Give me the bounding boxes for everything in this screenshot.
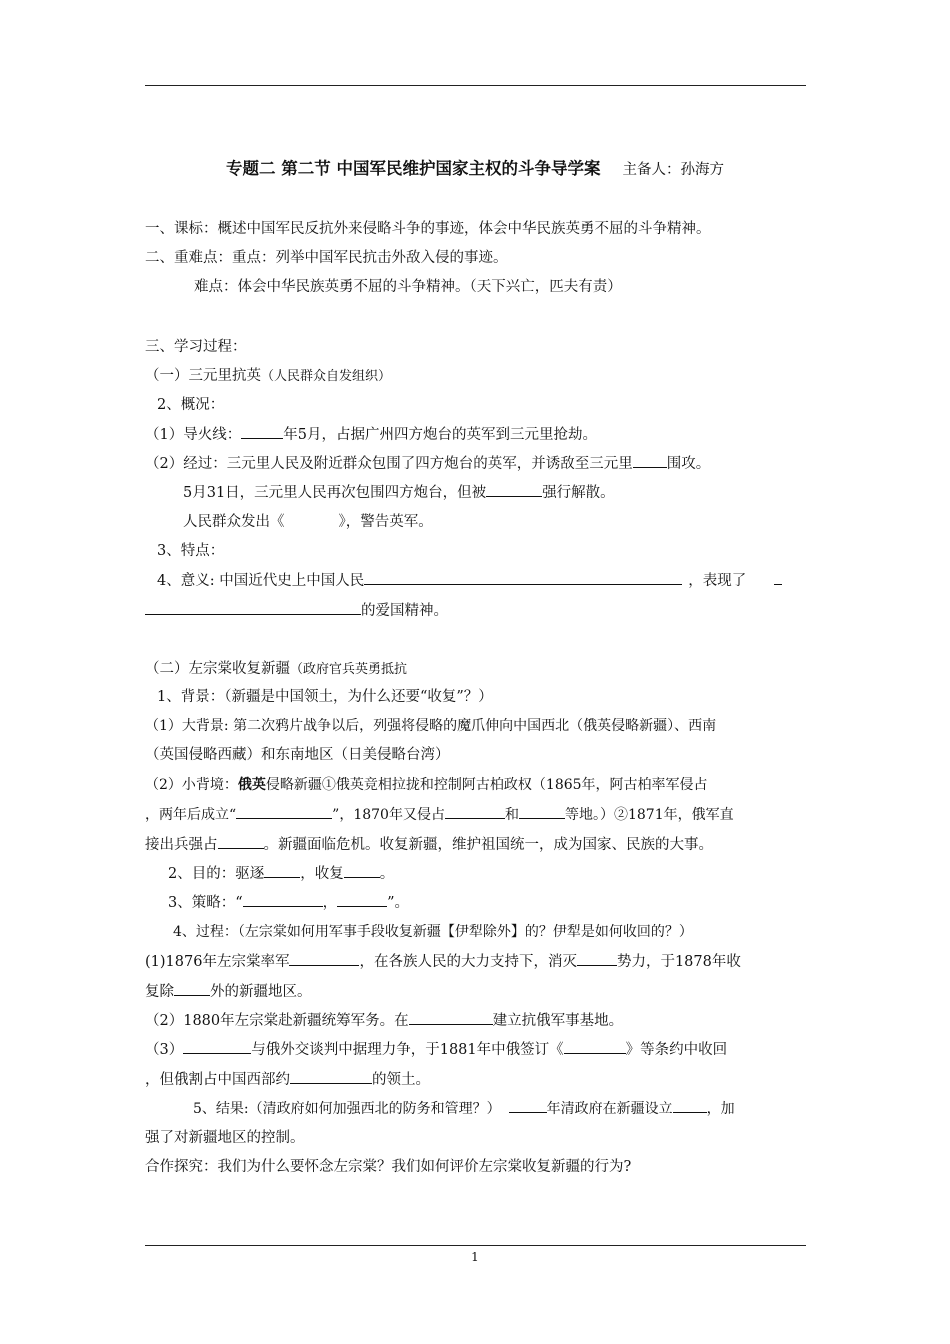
proclamation-line	[183, 512, 845, 532]
process-3-text-5: 的领土。	[372, 1072, 430, 1088]
purpose-line	[168, 863, 830, 884]
process-2	[145, 1010, 807, 1031]
may31-text: 5月31日，三元里人民再次包围四方炮台，但被	[183, 485, 487, 501]
significance-line	[157, 570, 819, 591]
process-1-text-4: 复除	[145, 984, 174, 1000]
process-line	[145, 453, 807, 474]
result-line	[193, 1098, 855, 1119]
process-text-end: 围攻。	[666, 456, 711, 472]
section-1-note: （人民群众自发组织）	[261, 369, 392, 384]
fill-blank[interactable]	[241, 424, 283, 439]
fill-blank[interactable]	[564, 1039, 626, 1054]
strategy-text-3: ”。	[387, 895, 410, 911]
section-2-note: （政府官兵英勇抵抗	[290, 662, 408, 677]
strategy-line	[168, 892, 830, 913]
process-1-text-5: 外的新疆地区。	[210, 984, 312, 1000]
purpose-text-3: 。	[379, 866, 395, 882]
minor-text: 侵略新疆①俄英竞相拉拢和控制阿古柏政权（1865年，阿古柏率军侵占	[265, 777, 708, 793]
learning-process-heading: 三、学习过程：	[145, 339, 247, 355]
fuse-text: 年5月，占据广州四方炮台的英军到三元里抢劫。	[283, 427, 597, 443]
fill-blank[interactable]	[145, 600, 361, 615]
section-2-title: （二）左宗棠收复新疆	[145, 661, 290, 677]
fill-blank[interactable]	[290, 1069, 372, 1084]
fill-blank[interactable]	[337, 892, 387, 907]
fill-blank[interactable]	[486, 482, 542, 497]
fill-blank[interactable]	[445, 804, 505, 819]
significance-text-end: 的爱国精神。	[361, 603, 448, 619]
minor-text-3: ”，1870年又侵占	[332, 807, 445, 823]
key-points: 二、重难点：重点：列举中国军民抗击外敌入侵的事迹。	[145, 250, 508, 266]
fill-blank[interactable]	[264, 863, 300, 878]
fill-blank[interactable]	[633, 453, 667, 468]
section-2-heading	[145, 659, 807, 680]
background-heading: 1、背景：（新疆是中国领土，为什么还要“收复”？）	[157, 689, 493, 705]
minor-text-7: 。新疆面临危机。收复新疆，维护祖国统一，成为国家、民族的大事。	[263, 837, 713, 853]
footer-rule	[145, 1245, 806, 1246]
proclamation-text-end: 》，警告英军。	[338, 514, 433, 530]
overview-heading: 2、概况：	[157, 397, 225, 413]
fill-blank[interactable]	[183, 1039, 251, 1054]
title-main: 专题二 第二节 中国军民维护国家主权的斗争导学案	[226, 159, 601, 178]
features-heading: 3、特点：	[157, 543, 225, 559]
minor-label: （2）小背境：	[145, 777, 238, 793]
fuse-line	[145, 424, 807, 445]
fill-blank[interactable]	[577, 951, 617, 966]
section-1-title: （一）三元里抗英	[145, 368, 261, 384]
fill-blank[interactable]	[344, 863, 380, 878]
process-3-text-4: ，但俄割占中国西部约	[145, 1072, 290, 1088]
fill-blank[interactable]	[673, 1098, 707, 1113]
purpose-text-2: ，收复	[300, 866, 344, 882]
process-3-text-3: 》等条约中收回	[625, 1042, 728, 1058]
process-1	[145, 951, 807, 972]
fuse-label: （1）导火线：	[145, 427, 242, 443]
result-text-3: ，加	[706, 1101, 735, 1117]
section-1-heading	[145, 366, 807, 387]
fill-blank[interactable]	[409, 1010, 493, 1025]
page-number: 1	[471, 1250, 479, 1264]
strategy-text: 3、策略：“	[168, 895, 243, 911]
fill-blank[interactable]	[218, 834, 264, 849]
page-title	[0, 158, 950, 181]
fill-blank[interactable]	[774, 570, 782, 585]
significance-text-mid: ，表现了	[688, 573, 747, 589]
minor-background-cont	[145, 804, 807, 825]
major-background-cont: （英国侵略西藏）和东南地区（日美侵略台湾）	[145, 747, 450, 763]
process-1-cont	[145, 981, 807, 1002]
fill-blank[interactable]	[509, 1098, 547, 1113]
minor-background-cont-2	[145, 834, 807, 855]
minor-text-6: 接出兵强占	[145, 837, 218, 853]
title-author: 主备人：孙海方	[622, 162, 724, 178]
may31-line	[183, 482, 845, 503]
process-1-text-2: ，在各族人民的大力支持下，消灭	[359, 954, 577, 970]
minor-text-5: 等地。）②1871年，俄军直	[564, 807, 734, 823]
process-3-text-2: 与俄外交谈判中据理力争，于1881年中俄签订《	[251, 1042, 564, 1058]
fill-blank[interactable]	[236, 804, 332, 819]
process-2-text-2: 建立抗俄军事基地。	[492, 1013, 624, 1029]
process-1-text-3: 势力，于1878年收	[616, 954, 741, 970]
process-3-cont	[145, 1069, 807, 1090]
minor-text-4: 和	[504, 807, 519, 823]
proclamation-text: 人民群众发出《	[183, 514, 285, 530]
major-background: （1）大背景: 第二次鸦片战争以后，列强将侵略的魔爪伸向中国西北（俄英侵略新疆）、西南	[145, 718, 717, 734]
result-text-2: 年清政府在新疆设立	[546, 1101, 673, 1117]
cooperative-inquiry: 合作探究：我们为什么要怀念左宗棠？我们如何评价左宗棠收复新疆的行为?	[145, 1159, 632, 1175]
process-text: （2）经过：三元里人民及附近群众包围了四方炮台的英军，并诱敌至三元里	[145, 456, 633, 472]
result-text: 5、结果:（清政府如何加强西北的防务和管理？）	[193, 1101, 501, 1117]
process-2-text: （2）1880年左宗棠赴新疆统筹军务。在	[145, 1013, 409, 1029]
process-3	[145, 1039, 807, 1060]
significance-line-2	[145, 600, 807, 621]
minor-text-2: ，两年后成立“	[145, 807, 237, 823]
process-1-text: (1)1876年左宗棠率军	[145, 954, 290, 970]
minor-background	[145, 775, 807, 795]
fill-blank[interactable]	[174, 981, 210, 996]
curriculum-standard: 一、课标：概述中国军民反抗外来侵略斗争的事迹，体会中华民族英勇不屈的斗争精神。	[145, 221, 711, 237]
strategy-text-2: ，	[322, 895, 338, 911]
process-3-text: （3）	[145, 1042, 184, 1058]
fill-blank[interactable]	[243, 892, 323, 907]
purpose-text: 2、目的：驱逐	[168, 866, 265, 882]
fill-blank[interactable]	[519, 804, 565, 819]
header-rule	[145, 85, 806, 86]
result-cont: 强了对新疆地区的控制。	[145, 1130, 305, 1146]
difficult-points: 难点：体会中华民族英勇不屈的斗争精神。（天下兴亡，匹夫有责）	[194, 279, 622, 295]
may31-text-end: 强行解散。	[542, 485, 615, 501]
significance-text: 4、意义: 中国近代史上中国人民	[157, 573, 365, 589]
fill-blank[interactable]	[364, 570, 682, 585]
process-heading: 4、过程：（左宗棠如何用军事手段收复新疆【伊犁除外】的？伊犁是如何收回的？）	[173, 924, 693, 940]
fill-blank[interactable]	[289, 951, 359, 966]
russia-britain-bold: 俄英	[237, 777, 266, 793]
